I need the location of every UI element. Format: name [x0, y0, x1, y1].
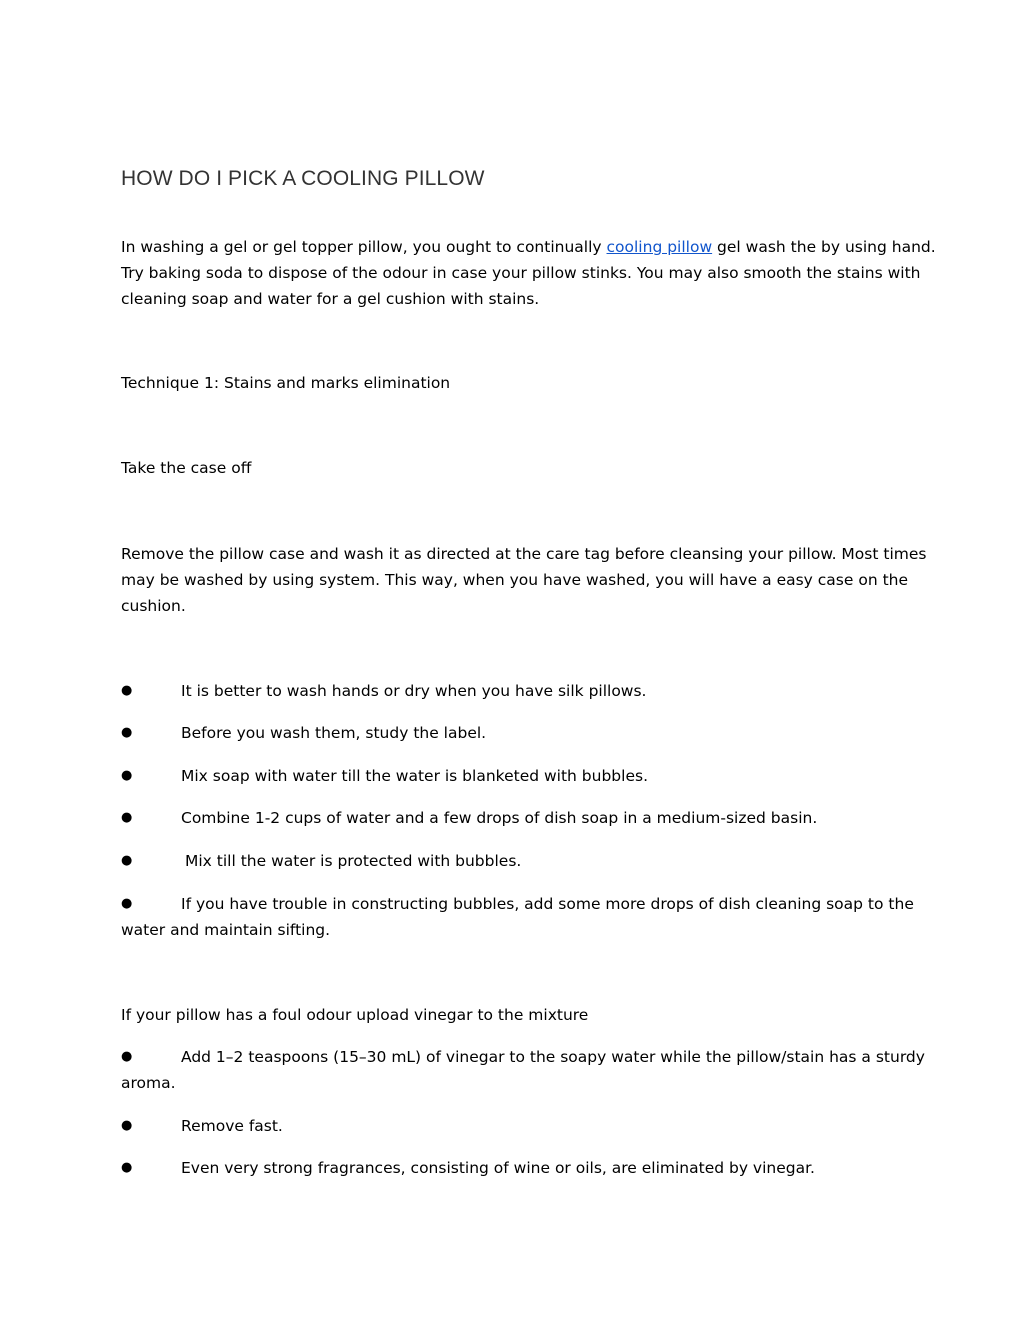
- list-item-text-line-1: If you have trouble in constructing bubbles, add some more drops of dish cleaning soap to the: [181, 895, 914, 913]
- bullet-dot: ●: [121, 853, 133, 868]
- bullet-dot: ●: [121, 1049, 133, 1064]
- page-title: HOW DO I PICK A COOLING PILLOW: [121, 167, 485, 190]
- intro-paragraph: [121, 234, 936, 312]
- bullet-dot: ●: [121, 725, 133, 740]
- remove-line-3: cushion.: [121, 597, 186, 615]
- step-heading: Take the case off: [121, 459, 252, 477]
- list-item: [121, 1044, 925, 1096]
- list-item: [121, 1155, 911, 1181]
- cooling-pillow-link[interactable]: cooling pillow: [606, 238, 713, 256]
- list-item-text: Before you wash them, study the label.: [181, 724, 487, 742]
- intro-text-before-link: In washing a gel or gel topper pillow, you ought to continually: [121, 238, 607, 256]
- list-item: [121, 678, 911, 704]
- list-item-text-line-2: water and maintain sifting.: [121, 921, 331, 939]
- remove-line-1: Remove the pillow case and wash it as directed at the care tag before cleansing your pillow. Most times: [121, 545, 927, 563]
- list-item-text: Combine 1-2 cups of water and a few drops of dish soap in a medium-sized basin.: [181, 809, 818, 827]
- vinegar-heading: If your pillow has a foul odour upload vinegar to the mixture: [121, 1006, 589, 1024]
- bullet-dot: ●: [121, 768, 133, 783]
- list-item-text: It is better to wash hands or dry when you have silk pillows.: [181, 682, 647, 700]
- list-item: [121, 891, 914, 943]
- list-item: [121, 848, 911, 874]
- list-item: [121, 763, 911, 789]
- bullet-dot: ●: [121, 683, 133, 698]
- list-item-text: Mix soap with water till the water is blanketed with bubbles.: [181, 767, 648, 785]
- list-item: [121, 720, 911, 746]
- intro-line-3: cleaning soap and water for a gel cushion with stains.: [121, 290, 540, 308]
- list-item-text: Remove fast.: [181, 1117, 283, 1135]
- bullet-dot: ●: [121, 1160, 133, 1175]
- intro-line-1: [121, 234, 936, 260]
- bullet-dot: ●: [121, 896, 133, 911]
- list-item: [121, 1113, 911, 1139]
- list-item-text-line-2: aroma.: [121, 1074, 176, 1092]
- bullet-dot: ●: [121, 1118, 133, 1133]
- list-item-text-line-1: Add 1–2 teaspoons (15–30 mL) of vinegar to the soapy water while the pillow/stain has a sturdy: [181, 1048, 925, 1066]
- remove-case-paragraph: [121, 541, 927, 619]
- intro-text-after-link: gel wash the by using hand.: [712, 238, 936, 256]
- list-item-text: Mix till the water is protected with bubbles.: [185, 852, 522, 870]
- list-item: [121, 805, 911, 831]
- remove-line-2: may be washed by using system. This way, when you have washed, you will have a easy case on the: [121, 571, 909, 589]
- bullet-dot: ●: [121, 810, 133, 825]
- list-item-text: Even very strong fragrances, consisting of wine or oils, are eliminated by vinegar.: [181, 1159, 815, 1177]
- document-page: [121, 0, 936, 1325]
- intro-line-2: Try baking soda to dispose of the odour in case your pillow stinks. You may also smooth the stains with: [121, 264, 921, 282]
- technique-heading: Technique 1: Stains and marks elimination: [121, 374, 451, 392]
